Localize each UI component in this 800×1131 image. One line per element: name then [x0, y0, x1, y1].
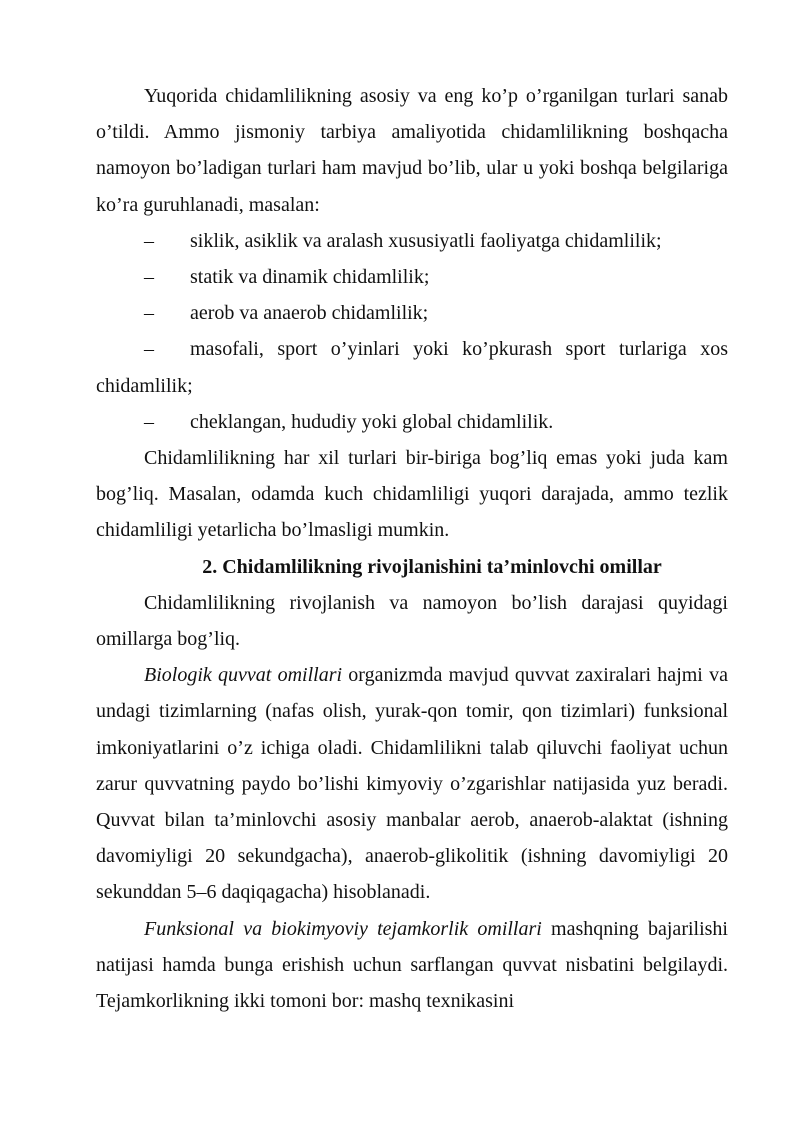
- list-item-text: aerob va anaerob chidamlilik;: [190, 302, 429, 325]
- list-dash: –: [144, 302, 154, 325]
- list-dash: –: [144, 266, 154, 289]
- list-item-text: statik va dinamik chidamlilik;: [190, 266, 430, 289]
- list-item: [96, 223, 728, 259]
- list-item: [96, 404, 728, 440]
- list-item-text: masofali, sport o’yinlari yoki ko’pkurash sport turlariga xos chidamlilik;: [96, 338, 728, 397]
- list-dash: –: [144, 410, 154, 433]
- document-page: [96, 78, 728, 1019]
- list-item: [96, 259, 728, 295]
- term-functional: Funksional va biokimyoviy tejamkorlik omillari: [144, 917, 542, 940]
- paragraph-5-text: mashqning bajarilishi natijasi hamda bunga erishish uchun sarflangan quvvat nisbatini belgilaydi. Tejamkorlikning ikki tomoni bor: mashq texnikasini: [96, 917, 728, 1013]
- list-item: [96, 295, 728, 331]
- list-item-text: cheklangan, hududiy yoki global chidamlilik.: [190, 410, 554, 433]
- list-dash: –: [144, 338, 154, 361]
- list-dash: –: [144, 229, 154, 252]
- list-item-text: siklik, asiklik va aralash xususiyatli faoliyatga chidamlilik;: [190, 229, 662, 252]
- intro-paragraph: Yuqorida chidamlilikning asosiy va eng ko’p o’rganilgan turlari sanab o’tildi. Ammo jismoniy tarbiya amaliyotida chidamlilikning boshqacha namoyon bo’ladigan turlari ham mavjud bo’lib, ular u yoki boshqa belgilariga ko’ra guruhlanadi, masalan:: [96, 85, 728, 216]
- types-list: [96, 223, 728, 440]
- list-item: [96, 331, 728, 403]
- paragraph-3: Chidamlilikning rivojlanish va namoyon bo’lish darajasi quyidagi omillarga bog’liq.: [96, 591, 728, 651]
- paragraph-4: [96, 657, 728, 910]
- paragraph-4-text: organizmda mavjud quvvat zaxiralari hajmi va undagi tizimlarning (nafas olish, yurak-qon tomir, qon tizimlari) funksional imkoniyatlarini o’z ichiga oladi. Chidamlilikni talab qiluvchi faoliyat uchun zarur quvvatning paydo bo’lishi kimyoviy o’zgarishlar natijasida yuz beradi. Quvvat bilan ta’minlovchi asosiy manbalar aerob, anaerob-alaktat (ishning davomiyligi 20 sekundgacha), anaerob-glikolitik (ishning davomiyligi 20 sekunddan 5–6 daqiqagacha) hisoblanadi.: [96, 664, 728, 904]
- section-heading: 2. Chidamlilikning rivojlanishini ta’minlovchi omillar: [202, 555, 662, 578]
- term-biological: Biologik quvvat omillari: [144, 664, 343, 687]
- paragraph-2: Chidamlilikning har xil turlari bir-biriga bog’liq emas yoki juda kam bog’liq. Masalan, odamda kuch chidamliligi yuqori darajada, ammo tezlik chidamliligi yetarlicha bo’lmasligi mumkin.: [96, 447, 728, 542]
- paragraph-5: [96, 911, 728, 1020]
